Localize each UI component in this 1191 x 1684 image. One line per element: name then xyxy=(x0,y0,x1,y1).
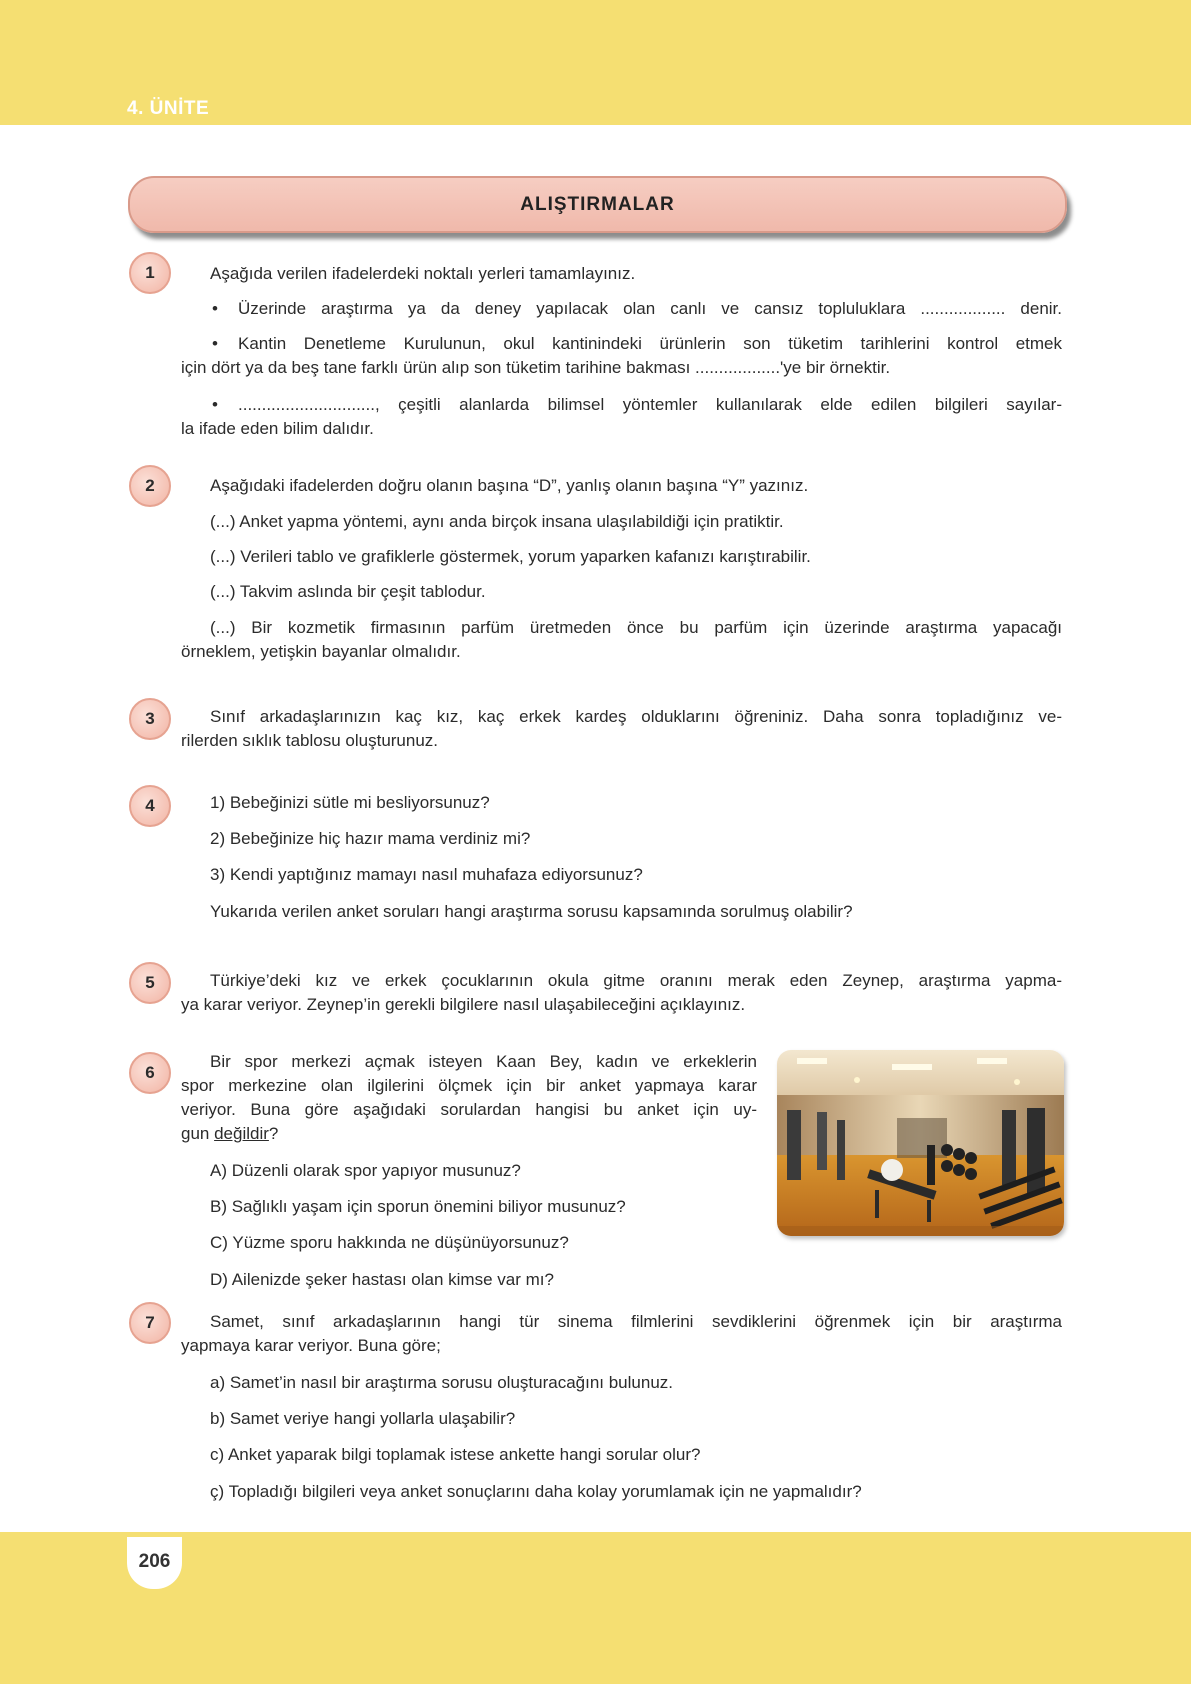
q1-bullet-3-line-2: la ifade eden bilim dalıdır. xyxy=(181,419,374,438)
q6-line-4-start: gun xyxy=(181,1124,215,1143)
q2-statement-2: (...) Verileri tablo ve grafiklerle göstermek, yorum yaparken kafanızı karıştırabilir. xyxy=(210,547,811,566)
q4-question: Yukarıda verilen anket soruları hangi araştırma sorusu kapsamında sorulmuş olabilir? xyxy=(210,902,853,921)
q7-item-b: b) Samet veriye hangi yollarla ulaşabilir? xyxy=(210,1409,516,1428)
question-4-badge: 4 xyxy=(129,785,171,827)
q5-line-2: ya karar veriyor. Zeynep’in gerekli bilgilere nasıl ulaşabileceğini açıklayınız. xyxy=(181,995,746,1014)
q1-bullet-1: Üzerinde araştırma ya da deney yapılacak olan canlı ve cansız topluluklara .................. denir. xyxy=(238,299,1062,318)
question-7-badge: 7 xyxy=(129,1302,171,1344)
q4-item-3: 3) Kendi yaptığınız mamayı nasıl muhafaza ediyorsunuz? xyxy=(210,865,643,884)
q6-line-1: Bir spor merkezi açmak isteyen Kaan Bey, kadın ve erkeklerin xyxy=(210,1052,757,1071)
bullet: • xyxy=(212,299,218,318)
q7-item-c: c) Anket yaparak bilgi toplamak istese ankette hangi sorular olur? xyxy=(210,1445,701,1464)
q1-bullet-2-line-1: Kantin Denetleme Kurulunun, okul kantinindeki ürünlerin son tüketim tarihlerini kontrol etmek xyxy=(238,334,1062,353)
q1-bullet-2-line-2: için dört ya da beş tane farklı ürün alıp son tüketim tarihine bakması ..................'ye bir örnektir. xyxy=(181,358,891,377)
q3-line-2: rilerden sıklık tablosu oluşturunuz. xyxy=(181,731,439,750)
q6-option-c: C) Yüzme sporu hakkında ne düşünüyorsunuz? xyxy=(210,1233,569,1252)
q7-item-a: a) Samet’in nasıl bir araştırma sorusu oluşturacağını bulunuz. xyxy=(210,1373,674,1392)
q4-item-1: 1) Bebeğinizi sütle mi besliyorsunuz? xyxy=(210,793,490,812)
question-6-badge: 6 xyxy=(129,1052,171,1094)
question-3-badge: 3 xyxy=(129,698,171,740)
q6-line-2: spor merkezine olan ilgilerini ölçmek için bir anket yapmaya karar xyxy=(181,1076,757,1095)
bullet: • xyxy=(212,395,218,414)
q6-option-d: D) Ailenizde şeker hastası olan kimse var mı? xyxy=(210,1270,554,1289)
unit-label: 4. ÜNİTE xyxy=(127,98,210,119)
question-1-badge: 1 xyxy=(129,252,171,294)
q6-line-3: veriyor. Buna göre aşağıdaki sorulardan hangisi bu anket için uy- xyxy=(181,1100,757,1119)
section-title: ALIŞTIRMALAR xyxy=(520,194,675,215)
q1-prompt: Aşağıda verilen ifadelerdeki noktalı yerleri tamamlayınız. xyxy=(210,264,636,283)
q2-statement-1: (...) Anket yapma yöntemi, aynı anda birçok insana ulaşılabildiği için pratiktir. xyxy=(210,512,784,531)
q2-prompt: Aşağıdaki ifadelerden doğru olanın başına “D”, yanlış olanın başına “Y” yazınız. xyxy=(210,476,809,495)
q3-line-1: Sınıf arkadaşlarınızın kaç kız, kaç erkek kardeş olduklarını öğreniniz. Daha sonra topladığınız ve- xyxy=(210,707,1062,726)
q2-statement-3: (...) Takvim aslında bir çeşit tablodur. xyxy=(210,582,486,601)
bullet: • xyxy=(212,334,218,353)
q6-line-4-end: ? xyxy=(268,1124,279,1143)
question-5-badge: 5 xyxy=(129,962,171,1004)
gym-photo xyxy=(777,1050,1064,1236)
q1-bullet-3-line-1: ............................., çeşitli alanlarda bilimsel yöntemler kullanılarak elde edilen bilgileri sayılar- xyxy=(238,395,1062,414)
section-title-bar xyxy=(128,176,1067,233)
q7-line-2: yapmaya karar veriyor. Buna göre; xyxy=(181,1336,441,1355)
page-number: 206 xyxy=(138,1551,171,1572)
question-2-badge: 2 xyxy=(129,465,171,507)
q5-line-1: Türkiye’deki kız ve erkek çocuklarının okula gitme oranını merak eden Zeynep, araştırma yapma- xyxy=(210,971,1062,990)
q7-item-c-cedilla: ç) Topladığı bilgileri veya anket sonuçlarını daha kolay yorumlamak için ne yapmalıdır? xyxy=(210,1482,862,1501)
q6-emphasis: değildir xyxy=(214,1124,269,1143)
q6-option-a: A) Düzenli olarak spor yapıyor musunuz? xyxy=(210,1161,521,1180)
q2-statement-4-line-2: örneklem, yetişkin bayanlar olmalıdır. xyxy=(181,642,461,661)
q7-line-1: Samet, sınıf arkadaşlarının hangi tür sinema filmlerini sevdiklerini öğrenmek için bir araştırma xyxy=(210,1312,1062,1331)
q4-item-2: 2) Bebeğinize hiç hazır mama verdiniz mi? xyxy=(210,829,531,848)
q6-line-4 xyxy=(181,1122,278,1146)
q6-option-b: B) Sağlıklı yaşam için sporun önemini biliyor musunuz? xyxy=(210,1197,626,1216)
q2-statement-4-line-1: (...) Bir kozmetik firmasının parfüm üretmeden önce bu parfüm için üzerinde araştırma yapacağı xyxy=(210,618,1062,637)
